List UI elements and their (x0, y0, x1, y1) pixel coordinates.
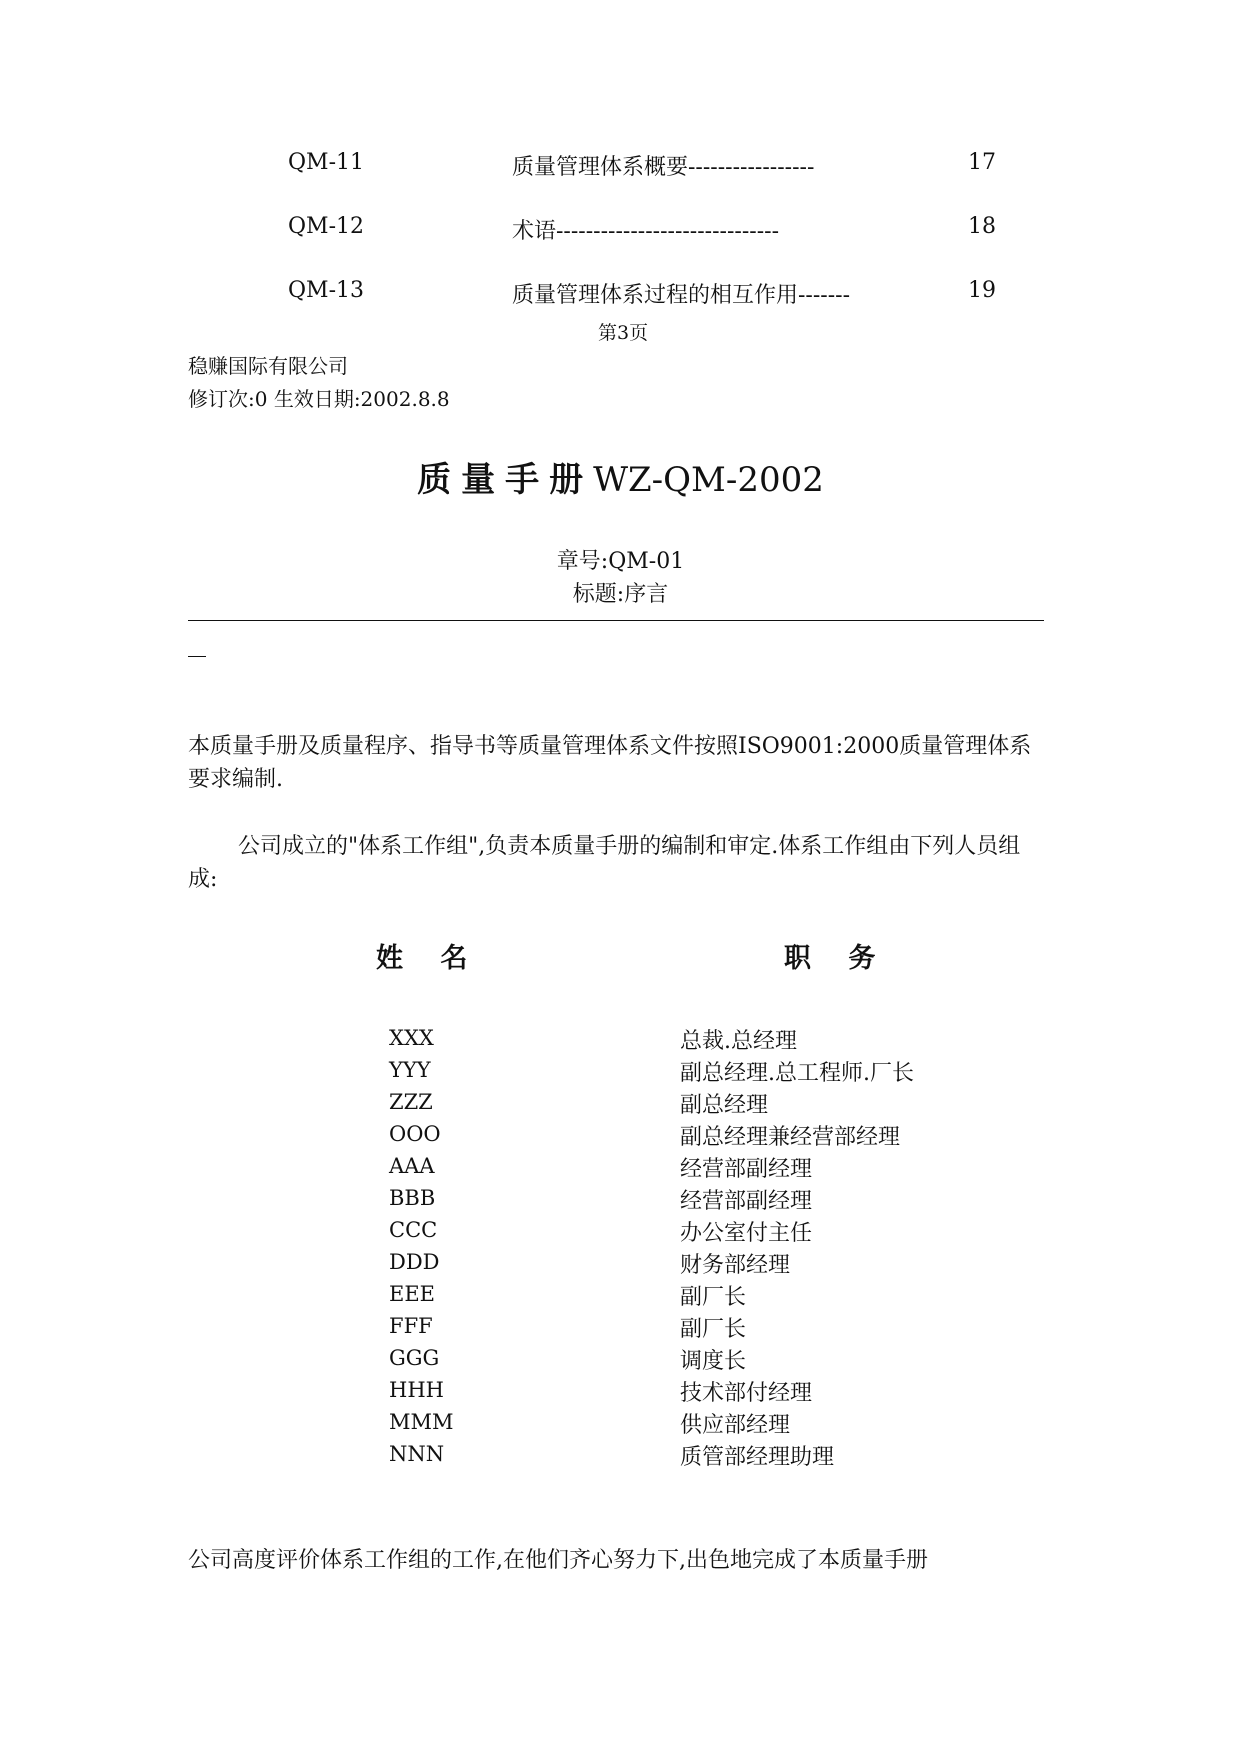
closing-paragraph: 公司高度评价体系工作组的工作,在他们齐心努力下,出色地完成了本质量手册 (188, 1548, 928, 1573)
member-name: HHH (389, 1378, 444, 1402)
member-name: NNN (389, 1442, 445, 1466)
document-title-cn: 质量手册 (417, 460, 594, 500)
document-title-code: WZ-QM-2002 (593, 460, 824, 500)
toc-page: 18 (968, 214, 996, 239)
workgroup-paragraph: 公司成立的"体系工作组",负责本质量手册的编制和审定.体系工作组由下列人员组成: (188, 834, 1021, 892)
member-role: 副厂长 (680, 1317, 747, 1342)
toc-title: 质量管理体系过程的相互作用------- (512, 283, 851, 308)
member-name: CCC (389, 1218, 438, 1242)
toc-page: 19 (968, 278, 996, 303)
member-name: BBB (389, 1186, 436, 1210)
chapter-number: 章号:QM-01 (556, 549, 685, 574)
member-name: DDD (389, 1250, 440, 1274)
member-role: 办公室付主任 (680, 1221, 813, 1246)
company-name: 稳赚国际有限公司 (188, 354, 348, 378)
member-name: XXX (389, 1026, 434, 1050)
column-header-role: 职 务 (784, 943, 890, 974)
member-role: 质管部经理助理 (680, 1445, 835, 1470)
member-name: AAA (389, 1154, 435, 1178)
member-role: 经营部副经理 (680, 1157, 813, 1182)
toc-code: QM-12 (288, 214, 364, 239)
member-role: 经营部副经理 (680, 1189, 813, 1214)
member-role: 财务部经理 (680, 1253, 791, 1278)
member-role: 副总经理 (680, 1093, 769, 1118)
member-role: 副总经理.总工程师.厂长 (680, 1061, 914, 1086)
toc-code: QM-11 (288, 150, 364, 175)
member-role: 副总经理兼经营部经理 (680, 1125, 901, 1150)
document-title (0, 452, 1241, 501)
member-role: 副厂长 (680, 1285, 747, 1310)
toc-page: 17 (968, 150, 996, 175)
intro-paragraph: 本质量手册及质量程序、指导书等质量管理体系文件按照ISO9001:2000质量管理体系要求编制. (188, 734, 1032, 792)
member-name: MMM (389, 1410, 454, 1434)
member-name: GGG (389, 1346, 440, 1370)
member-name: EEE (389, 1282, 435, 1306)
section-heading: 标题:序言 (572, 582, 669, 607)
member-role: 供应部经理 (680, 1413, 791, 1438)
member-role: 总裁.总经理 (680, 1029, 797, 1054)
member-name: ZZZ (389, 1090, 433, 1114)
member-name: FFF (389, 1314, 433, 1338)
divider-line (188, 620, 1044, 621)
divider-line-tail (188, 656, 206, 657)
member-role: 调度长 (680, 1349, 747, 1374)
member-name: YYY (389, 1058, 431, 1082)
page-number: 第3页 (598, 322, 649, 344)
toc-code: QM-13 (288, 278, 364, 303)
column-header-name: 姓 名 (376, 943, 482, 974)
toc-title: 术语------------------------------ (512, 219, 780, 244)
revision-info: 修订次:0 生效日期:2002.8.8 (188, 387, 450, 411)
toc-title: 质量管理体系概要----------------- (512, 155, 815, 180)
member-role: 技术部付经理 (680, 1381, 813, 1406)
member-name: OOO (389, 1122, 441, 1146)
